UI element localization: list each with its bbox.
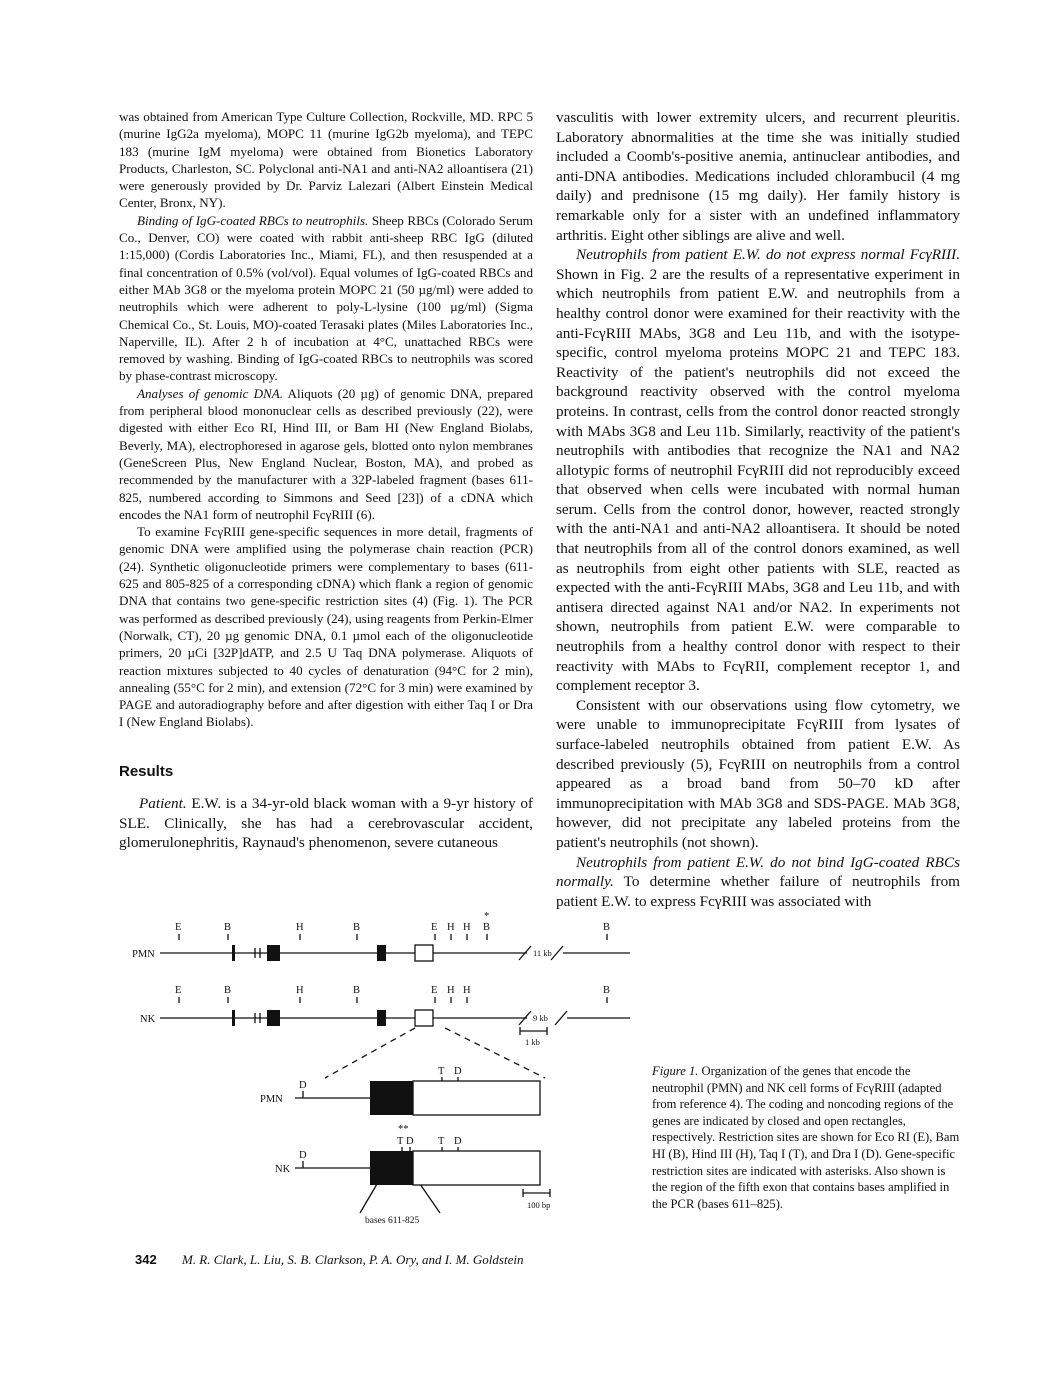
paragraph-patient	[119, 794, 533, 853]
nk-exon-1	[232, 1010, 235, 1026]
paragraph-immunoprecipitation: Consistent with our observations using flow cytometry, we were unable to immunoprecipitate FcγRIII from lysates of surface-labeled neutrophils obtained from patient E.W. As described previously (5), FcγRIII on neutrophils from a control appeared as a broad band from 50–70 kD after immunoprecipitation with MAb 3G8 and SDS-PAGE. MAb 3G8, however, did not precipitate any labeled proteins from the patient's neutrophils (not shown).	[556, 696, 960, 851]
pmn-site-h1: H	[296, 922, 304, 933]
paragraph-materials: was obtained from American Type Culture Collection, Rockville, MD. RPC 5 (murine IgG2a myeloma), MOPC 11 (murine IgG2b myeloma), and TEPC 183 (murine IgM myeloma) were obtained from Bionetics Laboratory Products, Charleston, SC. Polyclonal anti-NA1 and anti-NA2 alloantisera (21) were generously provided by Dr. Parviz Lalezari (Albert Einstein Medical Center, Bronx, NY).	[119, 109, 533, 211]
paragraph-expression	[556, 245, 960, 696]
runin-patient: Patient.	[139, 794, 187, 812]
pmn-genomic-label: PMN	[132, 949, 155, 960]
nk-exon-2	[267, 1010, 280, 1026]
gene-map-diagram	[115, 888, 645, 1228]
nk-exon-site-d1: D	[299, 1150, 307, 1161]
nk-site-b1: B	[224, 985, 232, 996]
nk-exon-site-t2: T	[438, 1136, 445, 1147]
paragraph-pcr: To examine FcγRIII gene-specific sequences in more detail, fragments of genomic DNA were amplified using the polymerase chain reaction (PCR) (24). Synthetic oligonucleotide primers were complementary to bases (611-625 and 805-825 of a corresponding cDNA) which flank a region of genomic DNA that contains two gene-specific restriction sites (4) (Fig. 1). The PCR was performed as described previously (24), using reagents from Perkin-Elmer (Norwalk, CT), 20 µg genomic DNA, 0.1 µmol each of the oligonucleotide primers, 20 µCi [32P]dATP, and 2.5 U Taq DNA polymerase. Aliquots of reaction mixtures subjected to 40 cycles of denaturation (94°C for 2 min), annealing (55°C for 2 min), and extension (72°C for 3 min) were examined by PAGE and autoradiography before and after digestion with either Taq I or Dra I (New England Biolabs).	[119, 524, 533, 730]
page-footer	[135, 1252, 523, 1268]
runin-rbc-binding: Binding of IgG-coated RBCs to neutrophils.	[137, 212, 369, 228]
nk-exon-site-d2: D	[406, 1136, 414, 1147]
page-number: 342	[135, 1252, 157, 1267]
nk-site-e2: E	[431, 985, 438, 996]
pmn-site-b4: B	[603, 922, 611, 933]
pmn-site-b3: B	[483, 922, 491, 933]
genomic-scale-label: 1 kb	[525, 1037, 540, 1047]
pmn-site-e2: E	[431, 922, 438, 933]
pmn-exon-site-d1: D	[299, 1080, 307, 1091]
nk-site-b3: B	[603, 985, 611, 996]
left-column	[119, 108, 533, 853]
nk-gap-label: 9 kb	[533, 1013, 548, 1023]
figure-caption	[652, 1063, 962, 1212]
runin-genomic-dna: Analyses of genomic DNA.	[137, 385, 284, 401]
nk-exon-site-d3: D	[454, 1136, 462, 1147]
pmn-noncoding-region	[413, 1081, 540, 1115]
text-patient: E.W. is a 34-yr-old black woman with a 9-yr history of SLE. Clinically, she has had a cerebrovascular accident, glomerulonephritis, Raynaud's phenomenon, severe cutaneous	[119, 794, 533, 852]
pmn-exon-label: PMN	[260, 1094, 283, 1105]
nk-site-h1: H	[296, 985, 304, 996]
exon-scale-label: 100 bp	[527, 1200, 551, 1210]
nk-exon-label: NK	[275, 1164, 291, 1175]
pmn-site-h2: H	[447, 922, 455, 933]
pmn-exon-site-t: T	[438, 1066, 445, 1077]
nk-site-e1: E	[175, 985, 182, 996]
paragraph-genomic-dna	[119, 385, 533, 523]
paragraph-rbc-binding	[119, 212, 533, 385]
nk-exon-4	[377, 1010, 386, 1026]
nk-exon-asterisks: **	[398, 1124, 409, 1135]
pmn-gap-label: 11 kb	[533, 948, 552, 958]
nk-site-h3: H	[463, 985, 471, 996]
runin-expression: Neutrophils from patient E.W. do not express normal FcγRIII.	[576, 246, 960, 264]
pmn-exon-1	[232, 945, 235, 961]
text-expression: Shown in Fig. 2 are the results of a representative experiment in which neutrophils from patient E.W. and neutrophils from a healthy control donor were examined for their reactivity with the anti-FcγRIII MAbs, 3G8 and Leu 11b, and with the isotype-specific, control myeloma proteins MOPC 21 and TEPC 183. Reactivity of the patient's neutrophils did not exceed the background reactivity observed with the control myeloma proteins. In contrast, cells from the control donor reacted strongly with MAbs 3G8 and Leu 11b. Similarly, reactivity of the patient's neutrophils with antibodies that recognize the NA1 and NA2 allotypic forms of neutrophil FcγRIII did not reproducibly exceed that observed when cells were incubated with normal human serum. Cells from the control donor, however, reacted strongly with the anti-NA1 and anti-NA2 alloantisera. It should be noted that neutrophils from all of the control donors examined, as well as neutrophils from eight other patients with SLE, reacted as expected with the anti-FcγRIII MAbs, 3G8 and Leu 11b, and with antisera directed against NA1 and/or NA2. In experiments not shown, neutrophils from patient E.W. were comparable to neutrophils from a healthy control donor with respect to their reactivity with MAbs to FcγRII, complement receptor 1, and complement receptor 3.	[556, 265, 960, 695]
figure-1	[115, 888, 645, 1228]
pmn-exon-2	[267, 945, 280, 961]
nk-exon-site-t1: T	[397, 1136, 404, 1147]
nk-site-h2: H	[447, 985, 455, 996]
pmn-exon-4	[377, 945, 386, 961]
nk-exon-5	[415, 1010, 433, 1026]
bases-label: bases 611-825	[365, 1216, 420, 1226]
pmn-site-b1: B	[224, 922, 232, 933]
right-column	[556, 108, 960, 911]
pmn-coding-region	[370, 1081, 413, 1115]
nk-genomic-label: NK	[140, 1014, 156, 1025]
pmn-site-h3: H	[463, 922, 471, 933]
caption-lead: Figure 1.	[652, 1064, 699, 1078]
nk-coding-region	[370, 1151, 413, 1185]
text-binding: To determine whether failure of neutrophils from patient E.W. to express FcγRIII was associated with	[556, 873, 960, 910]
nk-site-b2: B	[353, 985, 361, 996]
pmn-site-e1: E	[175, 922, 182, 933]
text-genomic-dna: Aliquots (20 µg) of genomic DNA, prepared from peripheral blood mononuclear cells as described previously (22), were digested with either Eco RI, Hind III, or Bam HI (New England Biolabs, Beverly, MA), electrophoresed in agarose gels, blotted onto nylon membranes (GeneScreen Plus, New England Nuclear, Boston, MA), and probed as recommended by the manufacturer with a 32P-labeled fragment (bases 611-825, numbered according to Simmons and Seed [23]) of a cDNA which encodes the NA1 form of neutrophil FcγRIII (6).	[119, 385, 534, 522]
nk-noncoding-region	[413, 1151, 540, 1185]
pmn-exon-5	[415, 945, 433, 961]
running-authors: M. R. Clark, L. Liu, S. B. Clarkson, P. A. Ory, and I. M. Goldstein	[181, 1252, 524, 1267]
pmn-exon-site-d2: D	[454, 1066, 462, 1077]
pmn-site-b2: B	[353, 922, 361, 933]
caption-text: Organization of the genes that encode the neutrophil (PMN) and NK cell forms of FcγRIII (adapted from reference 4). The coding and noncoding regions of the genes are indicated by closed and open rectangles, respectively. Restriction sites are shown for Eco RI (E), Bam HI (B), Hind III (H), Taq I (T), and Dra I (D). Gene-specific restriction sites are indicated with asterisks. Also shown is the region of the fifth exon that contains bases amplified in the PCR (bases 611–825).	[652, 1064, 960, 1211]
results-heading: Results	[119, 762, 174, 780]
runin-binding: Neutrophils from patient E.W. do not bind IgG-coated RBCs normally.	[556, 853, 960, 891]
pmn-asterisk: *	[484, 911, 490, 922]
paragraph-history: vasculitis with lower extremity ulcers, and recurrent pleuritis. Laboratory abnormalities at the time she was initially studied included a Coomb's-positive anemia, antinuclear antibodies, and anti-DNA antibodies. Medications included chlorambucil (4 mg daily) and prednisone (15 mg daily). Her family history is remarkable only for a sister with an undefined inflammatory arthritis. Eight other siblings are alive and well.	[556, 109, 960, 244]
text-rbc-binding: Sheep RBCs (Colorado Serum Co., Denver, CO) were coated with rabbit anti-sheep RBC IgG (diluted 1:15,000) (Cordis Laboratories Inc., Miami, FL), and then resuspended at a final concentration of 0.5% (vol/vol). Equal volumes of IgG-coated RBCs and either MAb 3G8 or the myeloma protein MOPC 21 (50 µg/ml) were added to neutrophils which were adherent to poly-L-lysine (100 µg/ml) (Sigma Chemical Co., St. Louis, MO)-coated Terasaki plates (Miles Laboratories Inc., Naperville, IL). After 2 h of incubation at 4°C, unattached RBCs were removed by washing. Binding of IgG-coated RBCs to neutrophils was scored by phase-contrast microscopy.	[119, 212, 533, 384]
